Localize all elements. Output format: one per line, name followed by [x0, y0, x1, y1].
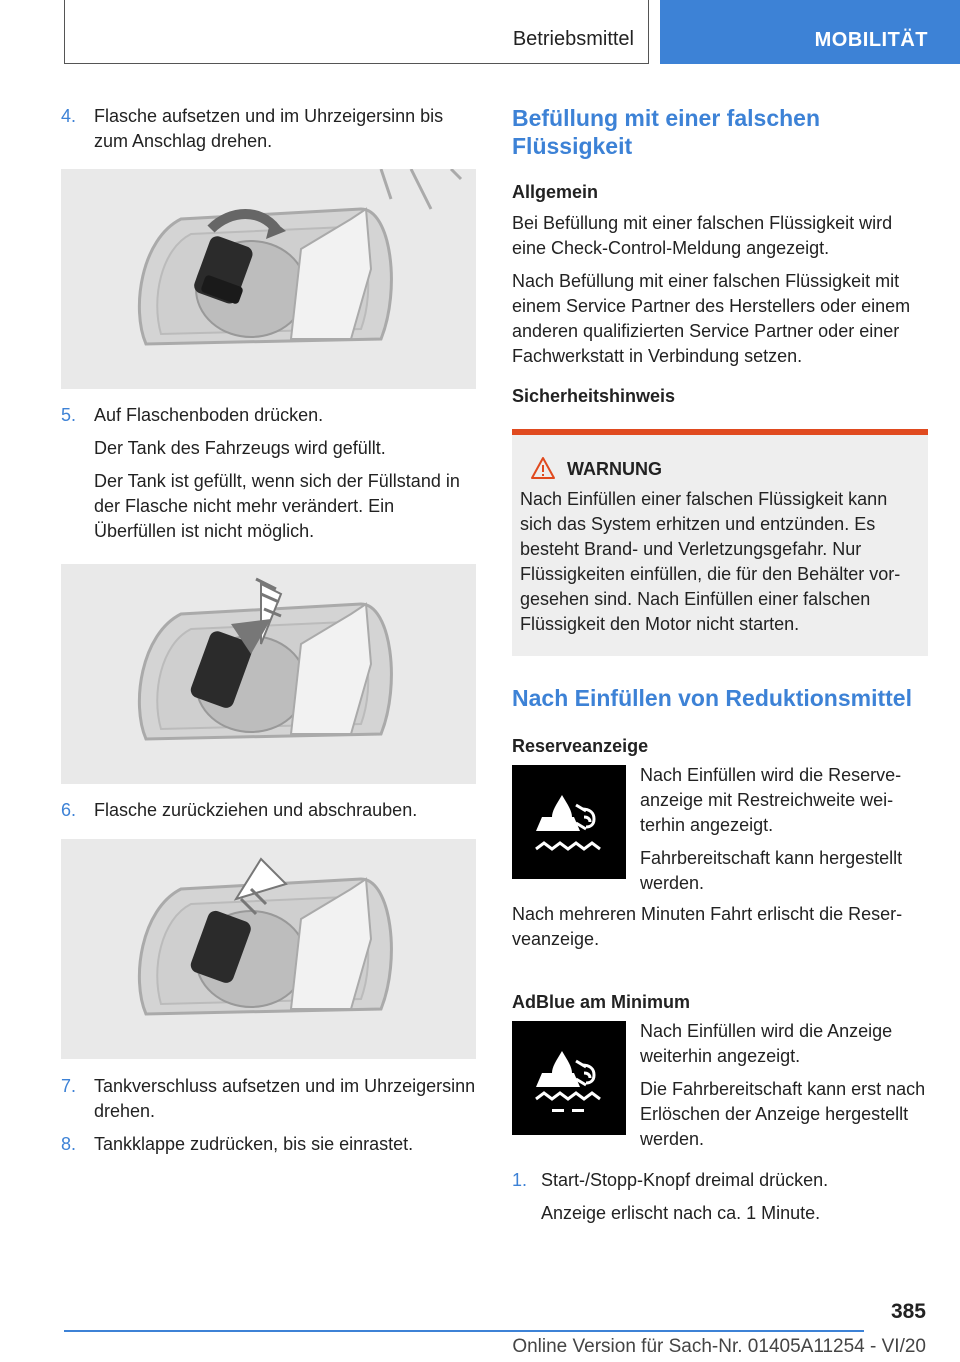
- minimum-paragraph-2: Die Fahrbereitschaft kann erst nach Erlöschen der Anzeige hergestellt werden.: [640, 1079, 926, 1149]
- reserve-block: [512, 763, 928, 896]
- adblue-minimum-icon: [512, 1021, 626, 1135]
- bottle-screw-on-illustration: [61, 169, 476, 389]
- minimum-step-1: [512, 1168, 928, 1193]
- minimum-step-1-detail: Anzeige erlischt nach ca. 1 Minute.: [541, 1203, 821, 1223]
- header-chapter-tab: [660, 0, 960, 64]
- minimum-paragraph-1: Nach Einfüllen wird die Anzeige weiterhin angezeigt.: [640, 1021, 893, 1066]
- step-text: Flasche aufsetzen und im Uhrzeigersinn bis zum Anschlag drehen.: [94, 106, 444, 151]
- footer-divider: [64, 1330, 864, 1332]
- adblue-reserve-icon: [512, 765, 626, 879]
- reserve-paragraph-2: Fahrbereitschaft kann hergestellt werden.: [640, 848, 903, 893]
- right-column: [512, 104, 928, 1226]
- step-number: 6.: [61, 800, 77, 820]
- step-5: [61, 403, 476, 428]
- page-number: 385: [890, 1300, 926, 1323]
- section-title-wrong-fluid: Befüllung mit einer falschen Flüssigkeit: [512, 105, 820, 159]
- step-text: Tankverschluss aufsetzen und im Uhrzeigersinn drehen.: [94, 1076, 476, 1121]
- step-text: Tankklappe zudrücken, bis sie einrastet.: [94, 1134, 414, 1154]
- warning-header: [520, 457, 920, 481]
- warning-box: [512, 429, 928, 656]
- subheading-reserve: Reserveanzeige: [512, 736, 649, 756]
- step-8: [61, 1132, 476, 1157]
- step-number: 1.: [512, 1170, 528, 1190]
- bottle-press-illustration: [61, 564, 476, 784]
- footer-version-text: Online Version für Sach-Nr. 01405A11254 - VI/20: [512, 1336, 926, 1357]
- subheading-minimum: AdBlue am Minimum: [512, 992, 691, 1012]
- warning-triangle-icon: [530, 456, 556, 480]
- section-title-after-refill: Nach Einfüllen von Reduktionsmittel: [512, 685, 912, 711]
- step-number: 5.: [61, 405, 77, 425]
- step-text: Start-/Stopp-Knopf dreimal drücken.: [541, 1170, 829, 1190]
- header-section-tab: [64, 0, 649, 64]
- step-text: Flasche zurückziehen und abschrauben.: [94, 800, 418, 820]
- step-4: [61, 104, 476, 154]
- header-chapter-title: MOBILITÄT: [814, 29, 928, 51]
- minimum-block: [512, 1019, 928, 1152]
- step-5-detail-1: Der Tank des Fahrzeugs wird gefüllt.: [94, 438, 386, 458]
- general-paragraph-1: Bei Befüllung mit einer falschen Flüssigkeit wird eine Check-Control-Meldung angezeigt.: [512, 213, 893, 258]
- left-column: [61, 104, 476, 1157]
- step-number: 4.: [61, 106, 77, 126]
- warning-text: Nach Einfüllen einer falschen Flüssigkeit kann sich das System erhitzen und entzünden. Es besteht Brand- und Verletzungsgefahr. Nur Flüssigkeiten einfüllen, die für den Behälter vorgesehen sind. Nach Einfüllen einer falschen Flüssigkeit den Motor nicht starten.: [520, 489, 901, 634]
- header-section-title: Betriebsmittel: [512, 28, 634, 50]
- warning-title: WARNUNG: [567, 459, 662, 479]
- subheading-safety: Sicherheitshinweis: [512, 386, 676, 406]
- reserve-paragraph-3: Nach mehreren Minuten Fahrt erlischt die Reserveanzeige.: [512, 904, 903, 949]
- step-text: Auf Flaschenboden drücken.: [94, 405, 324, 425]
- step-7: [61, 1074, 476, 1124]
- bottle-remove-illustration: [61, 839, 476, 1059]
- subheading-general: Allgemein: [512, 182, 599, 202]
- step-6: [61, 798, 476, 823]
- general-paragraph-2: Nach Befüllung mit einer falschen Flüssigkeit mit einem Service Partner des Herstellers oder einem anderen qualifizierten Service Partner oder einer Fachwerkstatt in Verbindung setzen.: [512, 271, 911, 366]
- reserve-paragraph-1: Nach Einfüllen wird die Reserveanzeige mit Restreichweite weiterhin angezeigt.: [640, 765, 902, 835]
- step-number: 7.: [61, 1076, 77, 1096]
- step-number: 8.: [61, 1134, 77, 1154]
- step-5-detail-2: Der Tank ist gefüllt, wenn sich der Füllstand in der Flasche nicht mehr verändert. Ein Überfüllen ist nicht möglich.: [94, 471, 460, 541]
